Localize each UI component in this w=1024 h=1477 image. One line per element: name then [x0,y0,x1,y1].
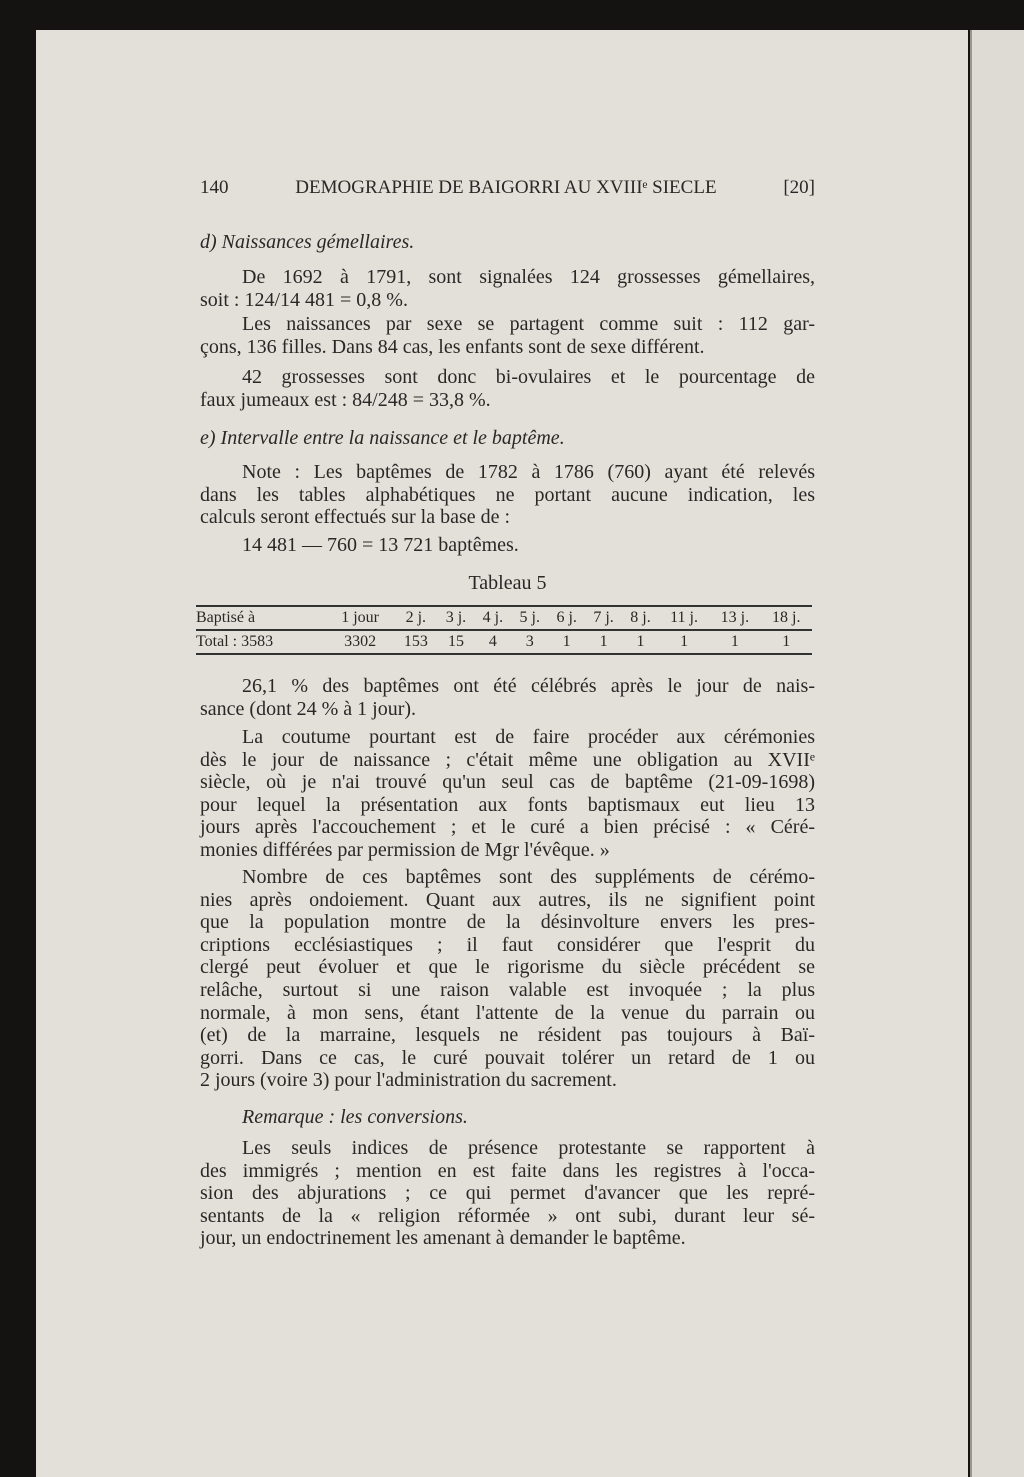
text-line: monies différées par permission de Mgr l'évêque. » [200,838,610,861]
table-cell: 1 [548,630,585,654]
table-header-cell: 8 j. [622,606,659,630]
table-header-cell: 5 j. [511,606,548,630]
table-cell: 1 [761,630,812,654]
text-line: Nombre de ces baptêmes sont des suppléments de cérémo- [242,866,815,888]
text-line: dès le jour de naissance ; c'était même une obligation au XVIIᵉ [200,748,815,771]
text-line: sance (dont 24 % à 1 jour). [200,697,417,720]
text-line: relâche, surtout si une raison valable est invoquée ; la plus [200,978,815,1001]
text-line: Note : Les baptêmes de 1782 à 1786 (760) ayant été relevés [242,461,815,483]
table-header-cell: 11 j. [659,606,709,630]
table-cell: 3302 [326,630,394,654]
paragraph [200,461,815,529]
table-cell: 1 [659,630,709,654]
text-line: nies après ondoiement. Quant aux autres, ils ne signifient point [200,888,815,911]
text-line: normale, à mon sens, étant l'attente de la venue du parrain ou [200,1001,815,1024]
table-header-cell: 3 j. [438,606,475,630]
text-line: Les seuls indices de présence protestante se rapportent à [242,1137,815,1159]
paragraph [200,266,815,311]
table-cell: 4 [474,630,511,654]
table-cell: 1 [709,630,760,654]
text-line: La coutume pourtant est de faire procéder aux cérémonies [242,726,815,748]
paragraph [200,726,815,862]
paragraph [200,1137,815,1250]
text-line: faux jumeaux est : 84/248 = 33,8 %. [200,388,491,411]
text-line: De 1692 à 1791, sont signalées 124 grossesses gémellaires, [242,266,815,288]
text-line: siècle, où je n'ai trouvé qu'un seul cas de baptême (21-09-1698) [200,771,815,794]
text-line: gorri. Dans ce cas, le curé pouvait tolérer un retard de 1 ou [200,1046,815,1069]
text-line: calculs seront effectués sur la base de : [200,506,511,529]
paragraph [200,366,815,411]
table-header-cell: 6 j. [548,606,585,630]
paragraph [200,313,815,358]
table-cell: 153 [394,630,437,654]
text-line: çons, 136 filles. Dans 84 cas, les enfants sont de sexe différent. [200,335,705,358]
text-line: e) Intervalle entre la naissance et le baptême. [200,427,565,449]
text-line: 42 grossesses sont donc bi-ovulaires et le pourcentage de [242,366,815,388]
text-line: Les naissances par sexe se partagent comme suit : 112 gar- [242,313,815,335]
text-line: dans les tables alphabétiques ne portant aucune indication, les [200,483,815,506]
paragraph [200,231,815,254]
baptism-interval-table [196,605,812,655]
text-line: soit : 124/14 481 = 0,8 %. [200,288,408,311]
table-header-cell: 13 j. [709,606,760,630]
text-line: criptions ecclésiastiques ; il faut considérer que l'esprit du [200,933,815,956]
running-header [200,177,815,199]
table-header-cell: 4 j. [474,606,511,630]
text-line: pour lequel la présentation aux fonts baptismaux eut lieu 13 [200,793,815,816]
table-header-cell: 2 j. [394,606,437,630]
table-header-cell: 7 j. [585,606,622,630]
paragraph [200,534,815,557]
paragraph [200,427,815,450]
text-line: jours après l'accouchement ; et le curé a bien précisé : « Céré- [200,816,815,839]
paragraph [200,675,815,720]
adjacent-page-edge [970,30,1024,1477]
page-number: 140 [200,177,229,198]
table-cell: 15 [438,630,475,654]
table-header-cell: 1 jour [326,606,394,630]
text-line: 2 jours (voire 3) pour l'administration du sacrement. [200,1069,617,1092]
paragraph [200,1106,815,1129]
text-line: des immigrés ; mention en est faite dans les registres à l'occa- [200,1159,815,1182]
table-cell: 1 [585,630,622,654]
text-line: 14 481 — 760 = 13 721 baptêmes. [242,534,519,556]
chapter-ref: [20] [783,177,815,198]
table-caption: Tableau 5 [468,572,547,594]
table-header-cell: 18 j. [761,606,812,630]
text-line: clergé peut évoluer et que le rigorisme du siècle précédent se [200,956,815,979]
text-line: 26,1 % des baptêmes ont été célébrés après le jour de nais- [242,675,815,697]
paragraph [200,866,815,1092]
table-cell: 3 [511,630,548,654]
text-line: sentants de la « religion réformée » ont subi, durant leur sé- [200,1204,815,1227]
table-header-cell: Baptisé à [196,606,326,630]
text-line: jour, un endoctrinement les amenant à demander le baptême. [200,1227,686,1250]
table-cell: Total : 3583 [196,630,326,654]
table-cell: 1 [622,630,659,654]
text-line: (et) de la marraine, lesquels ne résident pas toujours à Baï- [200,1024,815,1047]
text-line: Remarque : les conversions. [242,1106,468,1128]
running-title: DEMOGRAPHIE DE BAIGORRI AU XVIIIᵉ SIECLE [295,177,717,198]
text-line: sion des abjurations ; ce qui permet d'avancer que les repré- [200,1182,815,1205]
text-line: que la population montre de la désinvolture envers les pres- [200,911,815,934]
text-line: d) Naissances gémellaires. [200,231,415,253]
